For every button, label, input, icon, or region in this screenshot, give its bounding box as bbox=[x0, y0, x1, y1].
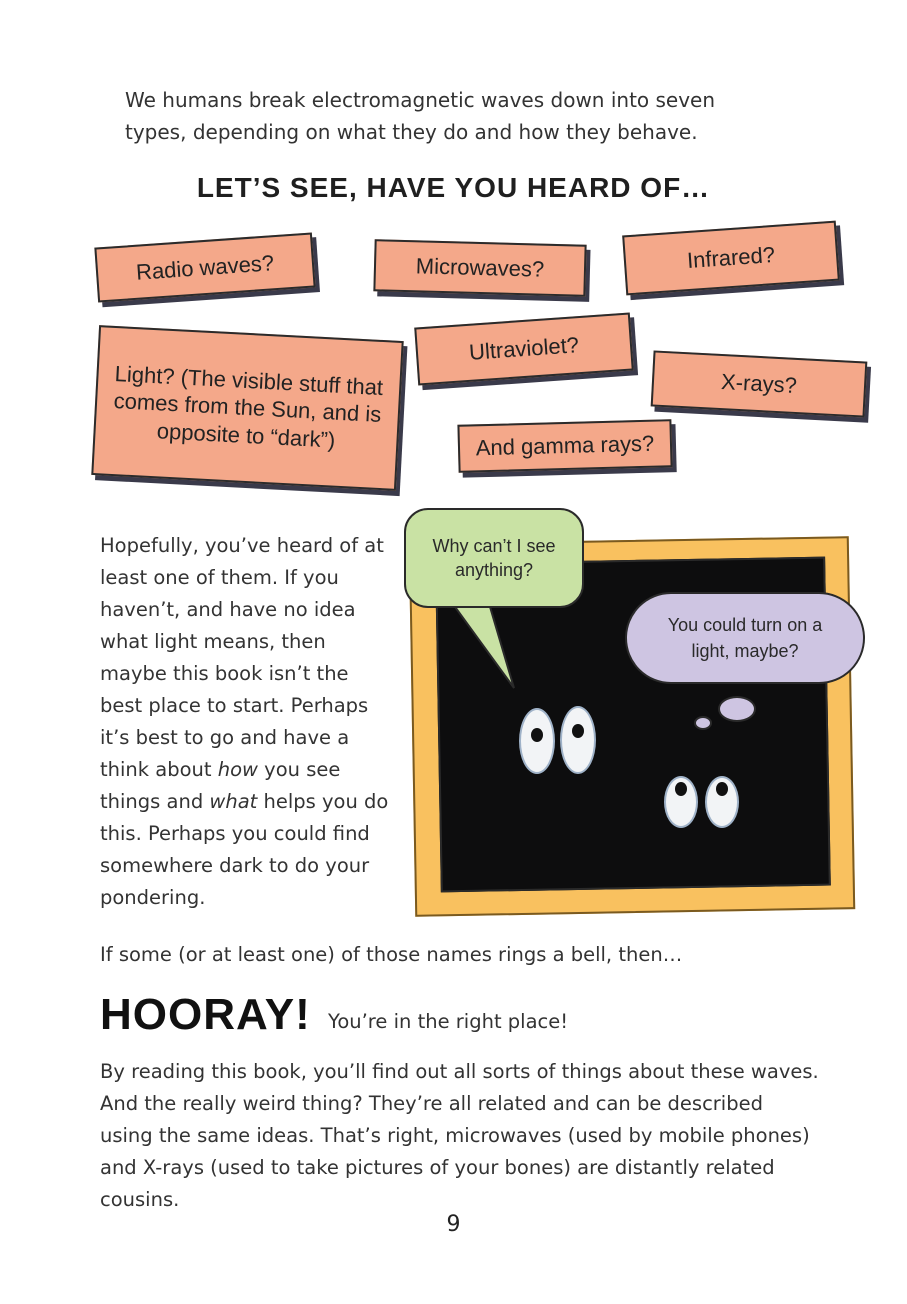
speech-bubble-tail bbox=[448, 598, 528, 693]
pupil bbox=[572, 724, 584, 738]
dark-paragraph-part-a: Hopefully, you’ve heard of at least one of them. If you haven’t, and have no idea what light means, then maybe this book isn’t the best place to start. Perhaps it’s best to go and have a think about bbox=[100, 534, 384, 781]
tag-ultraviolet: Ultraviolet? bbox=[414, 313, 634, 386]
thought-puff-small bbox=[694, 716, 712, 730]
tag-microwaves: Microwaves? bbox=[373, 239, 586, 297]
tag-gamma-rays: And gamma rays? bbox=[457, 419, 672, 473]
pupil bbox=[675, 782, 687, 796]
emphasis-how: how bbox=[217, 758, 258, 781]
page-number: 9 bbox=[446, 1212, 461, 1237]
thought-bubble: You could turn on a light, maybe? bbox=[625, 592, 865, 684]
thought-puff-large bbox=[718, 696, 756, 722]
section-heading: LET’S SEE, HAVE YOU HEARD OF… bbox=[196, 172, 711, 203]
dark-paragraph-part-c: helps you do this. Perhaps you could find somewhere dark to do your pondering. bbox=[100, 790, 389, 909]
tag-infrared: Infrared? bbox=[622, 221, 840, 296]
tag-x-rays: X-rays? bbox=[651, 350, 868, 417]
pupil bbox=[531, 728, 543, 742]
tag-radio-waves: Radio waves? bbox=[94, 232, 315, 302]
tag-light: Light? (The visible stuff that comes from the Sun, and is opposite to “dark”) bbox=[91, 325, 403, 491]
dark-paragraph bbox=[100, 530, 390, 914]
intro-paragraph: We humans break electromagnetic waves down into seven types, depending on what they do and how they behave. bbox=[125, 88, 716, 144]
speech-bubble: Why can’t I see anything? bbox=[404, 508, 584, 608]
book-paragraph: By reading this book, you’ll find out all sorts of things about these waves. And the really weird thing? They’re all related and can be described using the same ideas. That’s right, microwaves (used by mobile phones) and X-rays (used to take pictures of your bones) are distantly related cousins. bbox=[100, 1060, 819, 1211]
bell-paragraph: If some (or at least one) of those names rings a bell, then… bbox=[100, 943, 683, 966]
left-creature-eye-1 bbox=[519, 708, 555, 774]
dark-paragraph-part-b: you see things and bbox=[100, 758, 341, 813]
right-creature-eye-2 bbox=[705, 776, 739, 828]
emphasis-what: what bbox=[209, 790, 258, 813]
hooray-heading: HOORAY! bbox=[100, 990, 311, 1039]
left-creature-eye-2 bbox=[560, 706, 596, 774]
right-place-text: You’re in the right place! bbox=[328, 1010, 569, 1033]
right-creature-eye-1 bbox=[664, 776, 698, 828]
pupil bbox=[716, 782, 728, 796]
